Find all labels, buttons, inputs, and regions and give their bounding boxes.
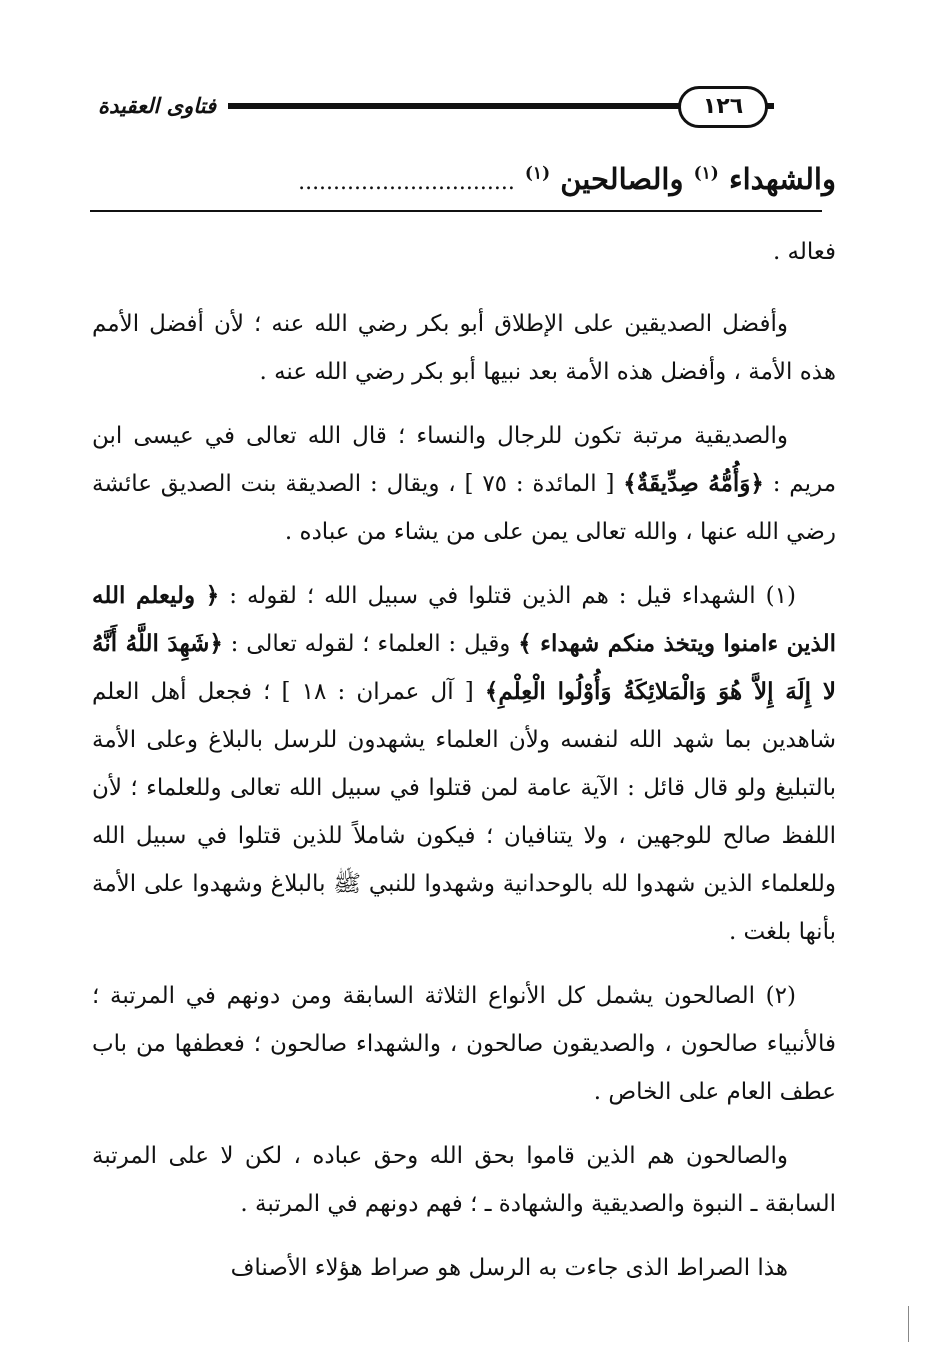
page-number: ١٢٦ — [678, 86, 768, 128]
paragraph: والصالحون هم الذين قاموا بحق الله وحق عباده ، لكن لا على المرتبة السابقة ـ النبوة والصديقية والشهادة ـ ؛ فهم دونهم في المرتبة . — [92, 1143, 836, 1217]
section-heading — [525, 162, 836, 196]
page-body — [92, 228, 836, 1308]
footnote-text: وقيل : العلماء ؛ لقوله تعالى : — [230, 631, 511, 657]
footnote-text: [ آل عمران : ١٨ ] ؛ فجعل أهل العلم شاهدين بما شهد الله لنفسه ولأن العلماء يشهدون للرسل بالبلاغ وعلى الأمة بالتبليغ ولو قال قائل : الآية عامة لمن قتلوا في سبيل الله تعالى وللعلماء ؛ لأن اللفظ صالح للوجهين ، ولا يتنافيان ؛ فيكون شاملاً للذين قتلوا في سبيل الله وللعلماء الذين شهدوا لله بالوحدانية وشهدوا للنبي ﷺ بالبلاغ وشهدوا على الأمة بأنها بلغت . — [92, 679, 836, 945]
section-heading-line — [86, 150, 836, 196]
heading-divider — [90, 210, 822, 212]
quran-verse: ﴿وَأُمُّهُ صِدِّيقَةٌ﴾ — [623, 470, 764, 497]
scan-margin-mark — [908, 1306, 909, 1342]
footnote-text: (١) الشهداء قيل : هم الذين قتلوا في سبيل الله ؛ لقوله : — [229, 583, 796, 609]
paragraph: هذا الصراط الذى جاءت به الرسل هو صراط هؤلاء الأصناف — [230, 1255, 788, 1281]
heading-word-shuhada: والشهداء — [728, 161, 836, 196]
paragraph-text: [ المائدة : ٧٥ ] ، ويقال : الصديقة بنت الصديق عائشة رضي الله عنها ، والله تعالى يمن على من يشاء من عباده . — [92, 471, 836, 545]
paragraph: وأفضل الصديقين على الإطلاق أبو بكر رضي الله عنه ؛ لأن أفضل الأمم هذه الأمة ، وأفضل هذه الأمة بعد نبيها أبو بكر رضي الله عنه . — [92, 311, 836, 385]
heading-word-salihin: والصالحين — [560, 161, 684, 196]
quran-verse: ﴿ وليعلم الله الذين ءامنوا ويتخذ منكم شهداء ﴾ — [92, 582, 837, 657]
quran-verse: ﴿شَهِدَ اللَّهُ أَنَّهُ لا إِلَهَ إِلاَّ هُوَ وَالْمَلائِكَةُ وَأُوْلُوا الْعِلْمِ﴾ — [92, 630, 836, 705]
footnote-1 — [92, 572, 836, 956]
book-title: فتاوى العقيدة — [97, 94, 216, 118]
paragraph-text: والصديقية مرتبة تكون للرجال والنساء ؛ قال الله تعالى في عيسى ابن مريم : — [92, 423, 837, 497]
paragraph: فعاله . — [772, 239, 836, 265]
running-header — [86, 84, 826, 128]
footnote-mark: (١) — [693, 163, 719, 183]
leader-dots: ............................... — [298, 169, 515, 195]
footnote-2: (٢) الصالحون يشمل كل الأنواع الثلاثة السابقة ومن دونهم في المرتبة ؛ فالأنبياء صالحون ، والصديقون صالحون ، والشهداء صالحون ؛ فعطفها من باب عطف العام على الخاص . — [92, 983, 836, 1105]
footnote-mark: (١) — [524, 163, 551, 183]
paragraph — [92, 412, 836, 556]
